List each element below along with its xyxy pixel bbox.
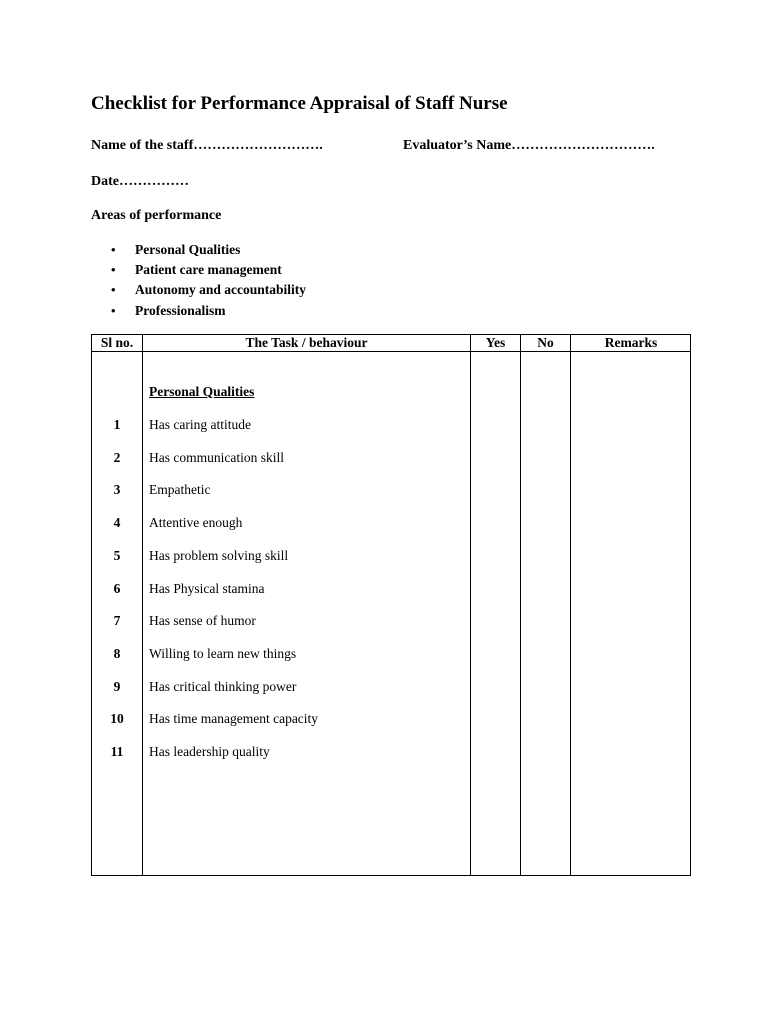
section-heading: Personal Qualities (149, 384, 255, 399)
table-row (92, 513, 472, 533)
table-row (92, 480, 472, 500)
column-divider (520, 335, 521, 875)
row-task: Has time management capacity (149, 711, 319, 727)
row-task: Has Physical stamina (149, 580, 265, 596)
row-number: 9 (113, 678, 121, 694)
row-number: 7 (113, 613, 121, 629)
row-task: Empathetic (149, 482, 211, 498)
row-number: 1 (113, 417, 121, 432)
row-number: 11 (110, 744, 124, 759)
area-item: • Professionalism (110, 301, 306, 321)
row-task: Has sense of humor (149, 613, 256, 629)
header-yes: Yes (485, 335, 506, 350)
evaluator-name-field: Evaluator’s Name…………………………. (403, 138, 655, 153)
table-row (92, 611, 472, 631)
row-number: 2 (113, 449, 121, 465)
areas-list (110, 240, 306, 321)
table-row (92, 579, 472, 599)
header-remarks: Remarks (604, 335, 658, 350)
header-divider (92, 351, 690, 352)
header-sl-no: Sl no. (100, 335, 134, 350)
row-number: 10 (110, 711, 124, 727)
row-number: 5 (113, 547, 121, 563)
row-task: Has caring attitude (149, 417, 251, 432)
table-row (92, 448, 472, 468)
table-row (92, 742, 472, 762)
row-task: Attentive enough (149, 515, 243, 531)
table-row (92, 677, 472, 697)
checklist-table (91, 334, 691, 876)
row-task: Has communication skill (149, 449, 284, 465)
row-task: Has leadership quality (149, 744, 270, 759)
row-task: Willing to learn new things (149, 645, 297, 661)
document-title: Checklist for Performance Appraisal of Staff Nurse (91, 93, 508, 114)
area-item: • Patient care management (110, 260, 306, 280)
areas-heading: Areas of performance (91, 208, 222, 223)
column-divider (570, 335, 571, 875)
area-item: • Personal Qualities (110, 240, 306, 260)
row-number: 8 (113, 645, 121, 661)
header-no: No (537, 335, 554, 350)
row-number: 6 (113, 580, 121, 596)
table-row (92, 546, 472, 566)
row-task: Has problem solving skill (149, 547, 289, 563)
table-row (92, 415, 472, 435)
row-number: 4 (113, 515, 121, 531)
staff-name-field: Name of the staff………………………. (91, 138, 323, 153)
table-row (92, 644, 472, 664)
date-field: Date…………… (91, 174, 189, 189)
area-item: • Autonomy and accountability (110, 280, 306, 300)
table-row (92, 709, 472, 729)
row-task: Has critical thinking power (149, 678, 297, 694)
header-task: The Task / behaviour (245, 335, 368, 350)
row-number: 3 (113, 482, 121, 498)
